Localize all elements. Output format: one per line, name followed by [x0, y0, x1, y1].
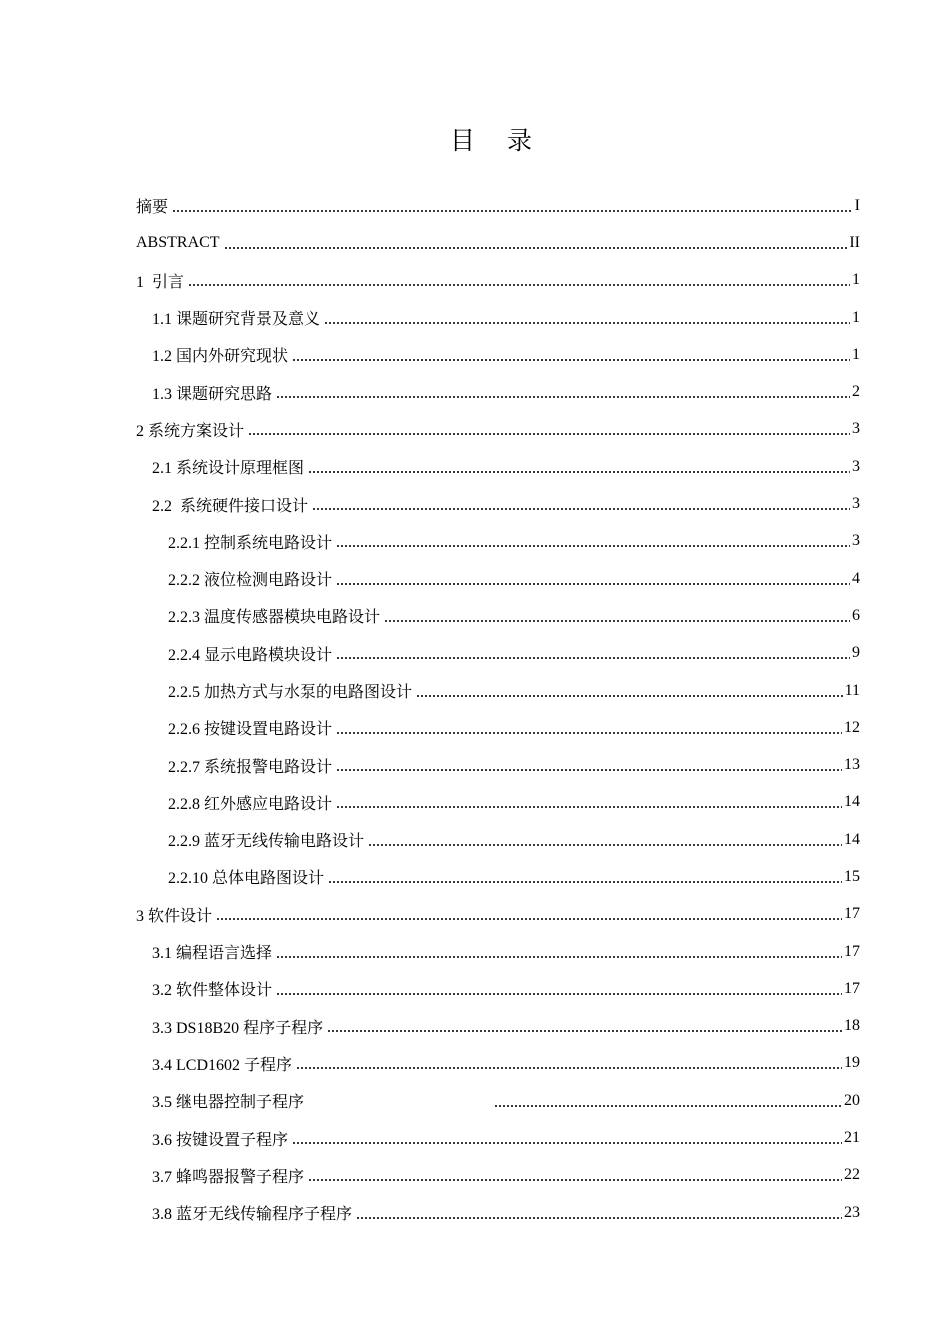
toc-entry-label: 3.5 继电器控制子程序: [152, 1094, 305, 1112]
toc-entry-label: 2.2.5 加热方式与水泵的电路图设计: [168, 684, 413, 701]
toc-entry-label: 3.8 蓝牙无线传输程序子程序: [152, 1206, 353, 1224]
toc-entry-label: 1.2 国内外研究现状: [152, 348, 289, 366]
toc-entry[interactable]: [136, 411, 860, 448]
toc-entry-page-number: 22: [844, 1166, 860, 1184]
toc-entry-label: 2.2.10 总体电路图设计: [168, 870, 325, 888]
toc-entry-label: 1.3 课题研究思路: [152, 385, 273, 403]
toc-entry[interactable]: [136, 858, 860, 895]
dot-leader: [292, 359, 850, 361]
dot-leader: [336, 806, 842, 808]
toc-entry-label: 3.7 蜂鸣器报警子程序: [152, 1168, 305, 1186]
toc-entry-label: 2.2.3 温度传感器模块电路设计: [168, 609, 381, 627]
toc-entry-page-number: 6: [852, 606, 860, 624]
toc-entry-label: 3.4 LCD1602 子程序: [152, 1056, 293, 1074]
dot-leader: [328, 881, 842, 883]
toc-entry-page-number: II: [849, 233, 860, 251]
toc-entry-label: 3.1 编程语言选择: [152, 945, 273, 963]
toc-entry-page-number: 3: [852, 457, 860, 475]
toc-entry-page-number: 9: [852, 644, 860, 662]
toc-entry-page-number: 17: [844, 979, 860, 997]
toc-entry-page-number: 19: [844, 1054, 860, 1072]
toc-entry[interactable]: [136, 262, 860, 299]
toc-entry[interactable]: [136, 635, 860, 672]
toc-entry-page-number: 17: [844, 942, 860, 960]
toc-entry[interactable]: [136, 1082, 860, 1119]
toc-entry-label: 2.2.1 控制系统电路设计: [168, 534, 333, 552]
toc-entry[interactable]: [136, 523, 860, 560]
toc-entry-label: 3.2 软件整体设计: [152, 982, 273, 1000]
toc-entry-label: 1.1 课题研究背景及意义: [152, 311, 321, 329]
toc-entry-page-number: 1: [852, 271, 860, 289]
toc-entry[interactable]: [136, 597, 860, 634]
toc-entry-label: 2 系统方案设计: [136, 422, 245, 440]
toc-entry-page-number: I: [854, 196, 860, 214]
dot-leader: [248, 433, 850, 435]
table-of-contents: [136, 187, 860, 1231]
toc-entry[interactable]: [136, 821, 860, 858]
toc-entry-page-number: 15: [844, 867, 860, 885]
dot-leader: [327, 1030, 842, 1032]
dot-leader: [292, 1142, 842, 1144]
toc-entry-label: 3.6 按键设置子程序: [152, 1131, 289, 1149]
toc-entry-label: 2.2.8 红外感应电路设计: [168, 795, 333, 813]
toc-entry[interactable]: [136, 896, 860, 933]
dot-leader: [312, 508, 850, 510]
toc-entry-label: 2.2.7 系统报警电路设计: [168, 758, 333, 776]
dot-leader: [308, 471, 850, 473]
toc-entry[interactable]: [136, 448, 860, 485]
toc-entry[interactable]: [136, 299, 860, 336]
dot-leader: [276, 396, 850, 398]
toc-entry[interactable]: [136, 485, 860, 522]
dot-leader: [324, 322, 850, 324]
toc-entry-label: 摘要: [136, 199, 169, 217]
toc-entry-label: 2.2.2 液位检测电路设计: [168, 572, 333, 590]
toc-entry[interactable]: [136, 187, 860, 224]
dot-leader: [224, 247, 848, 249]
dot-leader: [336, 545, 850, 547]
toc-entry-page-number: 1: [852, 308, 860, 326]
dot-leader: [188, 284, 850, 286]
dot-leader: [336, 769, 842, 771]
dot-leader: [368, 844, 842, 846]
toc-entry[interactable]: [136, 373, 860, 410]
toc-entry-page-number: 3: [852, 420, 860, 438]
toc-entry[interactable]: [136, 933, 860, 970]
toc-entry[interactable]: [136, 336, 860, 373]
toc-entry-label: ABSTRACT: [136, 233, 220, 251]
toc-entry-page-number: 3: [852, 532, 860, 550]
toc-entry-label: 1 引言: [136, 273, 185, 291]
dot-leader: [216, 918, 842, 920]
toc-entry[interactable]: [136, 746, 860, 783]
dot-leader: [384, 620, 850, 622]
toc-entry-page-number: 17: [844, 905, 860, 923]
dot-leader: [494, 1105, 842, 1107]
toc-entry-page-number: 18: [844, 1017, 860, 1035]
toc-entry[interactable]: [136, 1008, 860, 1045]
toc-entry-page-number: 13: [844, 756, 860, 774]
toc-entry[interactable]: [136, 784, 860, 821]
toc-entry-label: 2.2.4 显示电路模块设计: [168, 646, 333, 664]
toc-title: 目 录: [450, 126, 544, 155]
toc-entry[interactable]: [136, 560, 860, 597]
toc-entry-page-number: 12: [844, 718, 860, 736]
toc-entry-label: 2.2.6 按键设置电路设计: [168, 721, 333, 739]
toc-entry-label: 3.3 DS18B20 程序子程序: [152, 1019, 324, 1037]
toc-entry-label: 2.2.9 蓝牙无线传输电路设计: [168, 833, 365, 851]
toc-entry-page-number: 1: [852, 345, 860, 363]
toc-entry[interactable]: [136, 1157, 860, 1194]
toc-entry-page-number: 20: [844, 1091, 860, 1109]
dot-leader: [308, 1179, 842, 1181]
toc-entry-page-number: 14: [844, 793, 860, 811]
dot-leader: [356, 1217, 842, 1219]
toc-entry[interactable]: [136, 224, 860, 261]
dot-leader: [296, 1067, 842, 1069]
dot-leader: [276, 993, 842, 995]
dot-leader: [336, 583, 850, 585]
toc-entry-page-number: 2: [852, 383, 860, 401]
toc-entry-page-number: 14: [844, 830, 860, 848]
toc-entry[interactable]: [136, 1045, 860, 1082]
dot-leader: [416, 695, 843, 697]
dot-leader: [336, 732, 842, 734]
toc-entry-page-number: 21: [844, 1129, 860, 1147]
toc-entry[interactable]: [136, 1194, 860, 1231]
toc-entry[interactable]: [136, 672, 860, 709]
dot-leader: [172, 210, 853, 212]
toc-entry[interactable]: [136, 1119, 860, 1156]
dot-leader: [336, 657, 850, 659]
toc-entry[interactable]: [136, 970, 860, 1007]
toc-entry-page-number: 4: [852, 569, 860, 587]
toc-entry-page-number: 23: [844, 1203, 860, 1221]
toc-entry-label: 3 软件设计: [136, 907, 213, 925]
toc-entry-label: 2.1 系统设计原理框图: [152, 460, 305, 478]
toc-entry-page-number: 11: [844, 681, 860, 699]
toc-entry-page-number: 3: [852, 495, 860, 513]
toc-entry-label: 2.2 系统硬件接口设计: [152, 497, 309, 515]
dot-leader: [276, 956, 842, 958]
toc-entry[interactable]: [136, 709, 860, 746]
